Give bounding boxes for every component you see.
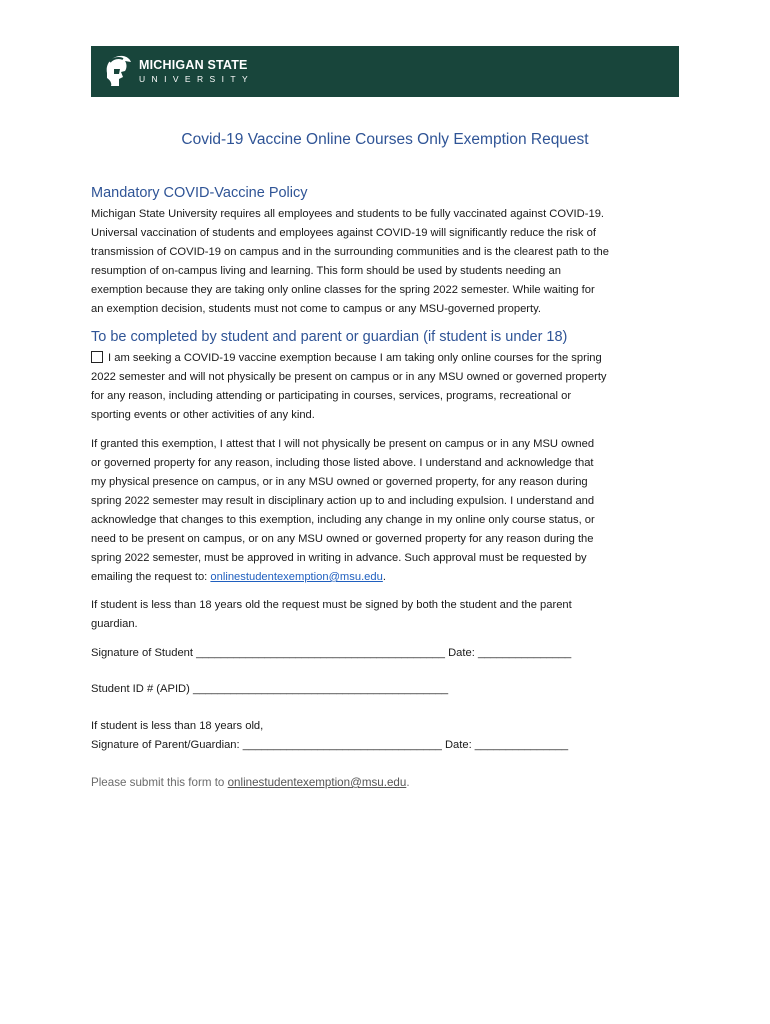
parent-signature-field[interactable]: Signature of Parent/Guardian: ________________________________ Date: _______________ — [91, 739, 569, 751]
logo-wordmark-bottom: UNIVERSITY — [139, 73, 255, 84]
submit-instructions — [91, 776, 410, 789]
policy-line: transmission of COVID-19 on campus and in the surrounding communities and is the clearest path to the — [91, 246, 610, 258]
minor-line: guardian. — [91, 618, 138, 630]
submit-text: Please submit this form to — [91, 776, 228, 789]
attest-paragraph — [91, 435, 681, 587]
attest-line: If granted this exemption, I attest that I will not physically be present on campus or in any MSU owned — [91, 438, 595, 450]
page-title: Covid-19 Vaccine Online Courses Only Exemption Request — [181, 131, 589, 148]
attest-line: emailing the request to: — [91, 571, 211, 583]
checkbox-line: for any reason, including attending or participating in courses, services, programs, recreational or — [91, 390, 572, 402]
submit-email-link[interactable]: onlinestudentexemption@msu.edu — [227, 776, 407, 789]
policy-line: Michigan State University requires all employees and students to be fully vaccinated against COVID-19. — [91, 208, 605, 220]
attest-line: spring 2022 semester, must be approved in writing in advance. Such approval must be requested by — [91, 552, 587, 564]
minor-paragraph — [91, 596, 681, 634]
exemption-email-link[interactable]: onlinestudentexemption@msu.edu — [210, 571, 383, 583]
attest-line: spring 2022 semester may result in disciplinary action up to and including expulsion. I understand and — [91, 495, 595, 507]
exemption-checkbox[interactable] — [91, 351, 103, 363]
attest-line: or governed property for any reason, including those listed above. I understand and acknowledge that — [91, 457, 594, 469]
policy-line: resumption of on-campus living and learning. This form should be used by students needing an — [91, 265, 561, 277]
header-banner — [91, 46, 679, 97]
student-signature-field[interactable]: Signature of Student ________________________________________ Date: _______________ — [91, 647, 572, 659]
student-id-field[interactable]: Student ID # (APID) _________________________________________ — [91, 683, 449, 695]
policy-line: exemption because they are taking only online classes for the spring 2022 semester. While waiting for — [91, 284, 595, 296]
logo-wordmark-top: MICHIGAN STATE — [139, 58, 248, 72]
checkbox-line: 2022 semester and will not physically be present on campus or in any MSU owned or governed property — [91, 371, 607, 383]
msu-logo — [101, 53, 254, 89]
parent-intro: If student is less than 18 years old, — [91, 720, 264, 732]
policy-line: Universal vaccination of students and employees against COVID-19 will significantly reduce the risk of — [91, 227, 596, 239]
policy-heading: Mandatory COVID-Vaccine Policy — [91, 185, 308, 201]
attest-line: my physical presence on campus, or in any MSU owned or governed property, for any reason during — [91, 476, 588, 488]
policy-paragraph — [91, 205, 681, 319]
spartan-helmet-icon — [101, 53, 133, 89]
checkbox-paragraph — [91, 349, 681, 425]
section-heading: To be completed by student and parent or guardian (if student is under 18) — [91, 329, 568, 345]
submit-text-end: . — [406, 776, 410, 789]
policy-line: an exemption decision, students must not come to campus or any MSU-governed property. — [91, 303, 542, 315]
checkbox-line: sporting events or other activities of any kind. — [91, 409, 315, 421]
attest-line: need to be present on campus, or on any MSU owned or governed property for any reason during the — [91, 533, 594, 545]
minor-line: If student is less than 18 years old the request must be signed by both the student and the parent — [91, 599, 572, 611]
attest-line: acknowledge that changes to this exemption, including any change in my online only course status, or — [91, 514, 595, 526]
checkbox-line: I am seeking a COVID-19 vaccine exemption because I am taking only online courses for the spring — [108, 352, 602, 364]
attest-line-end: . — [382, 571, 386, 583]
